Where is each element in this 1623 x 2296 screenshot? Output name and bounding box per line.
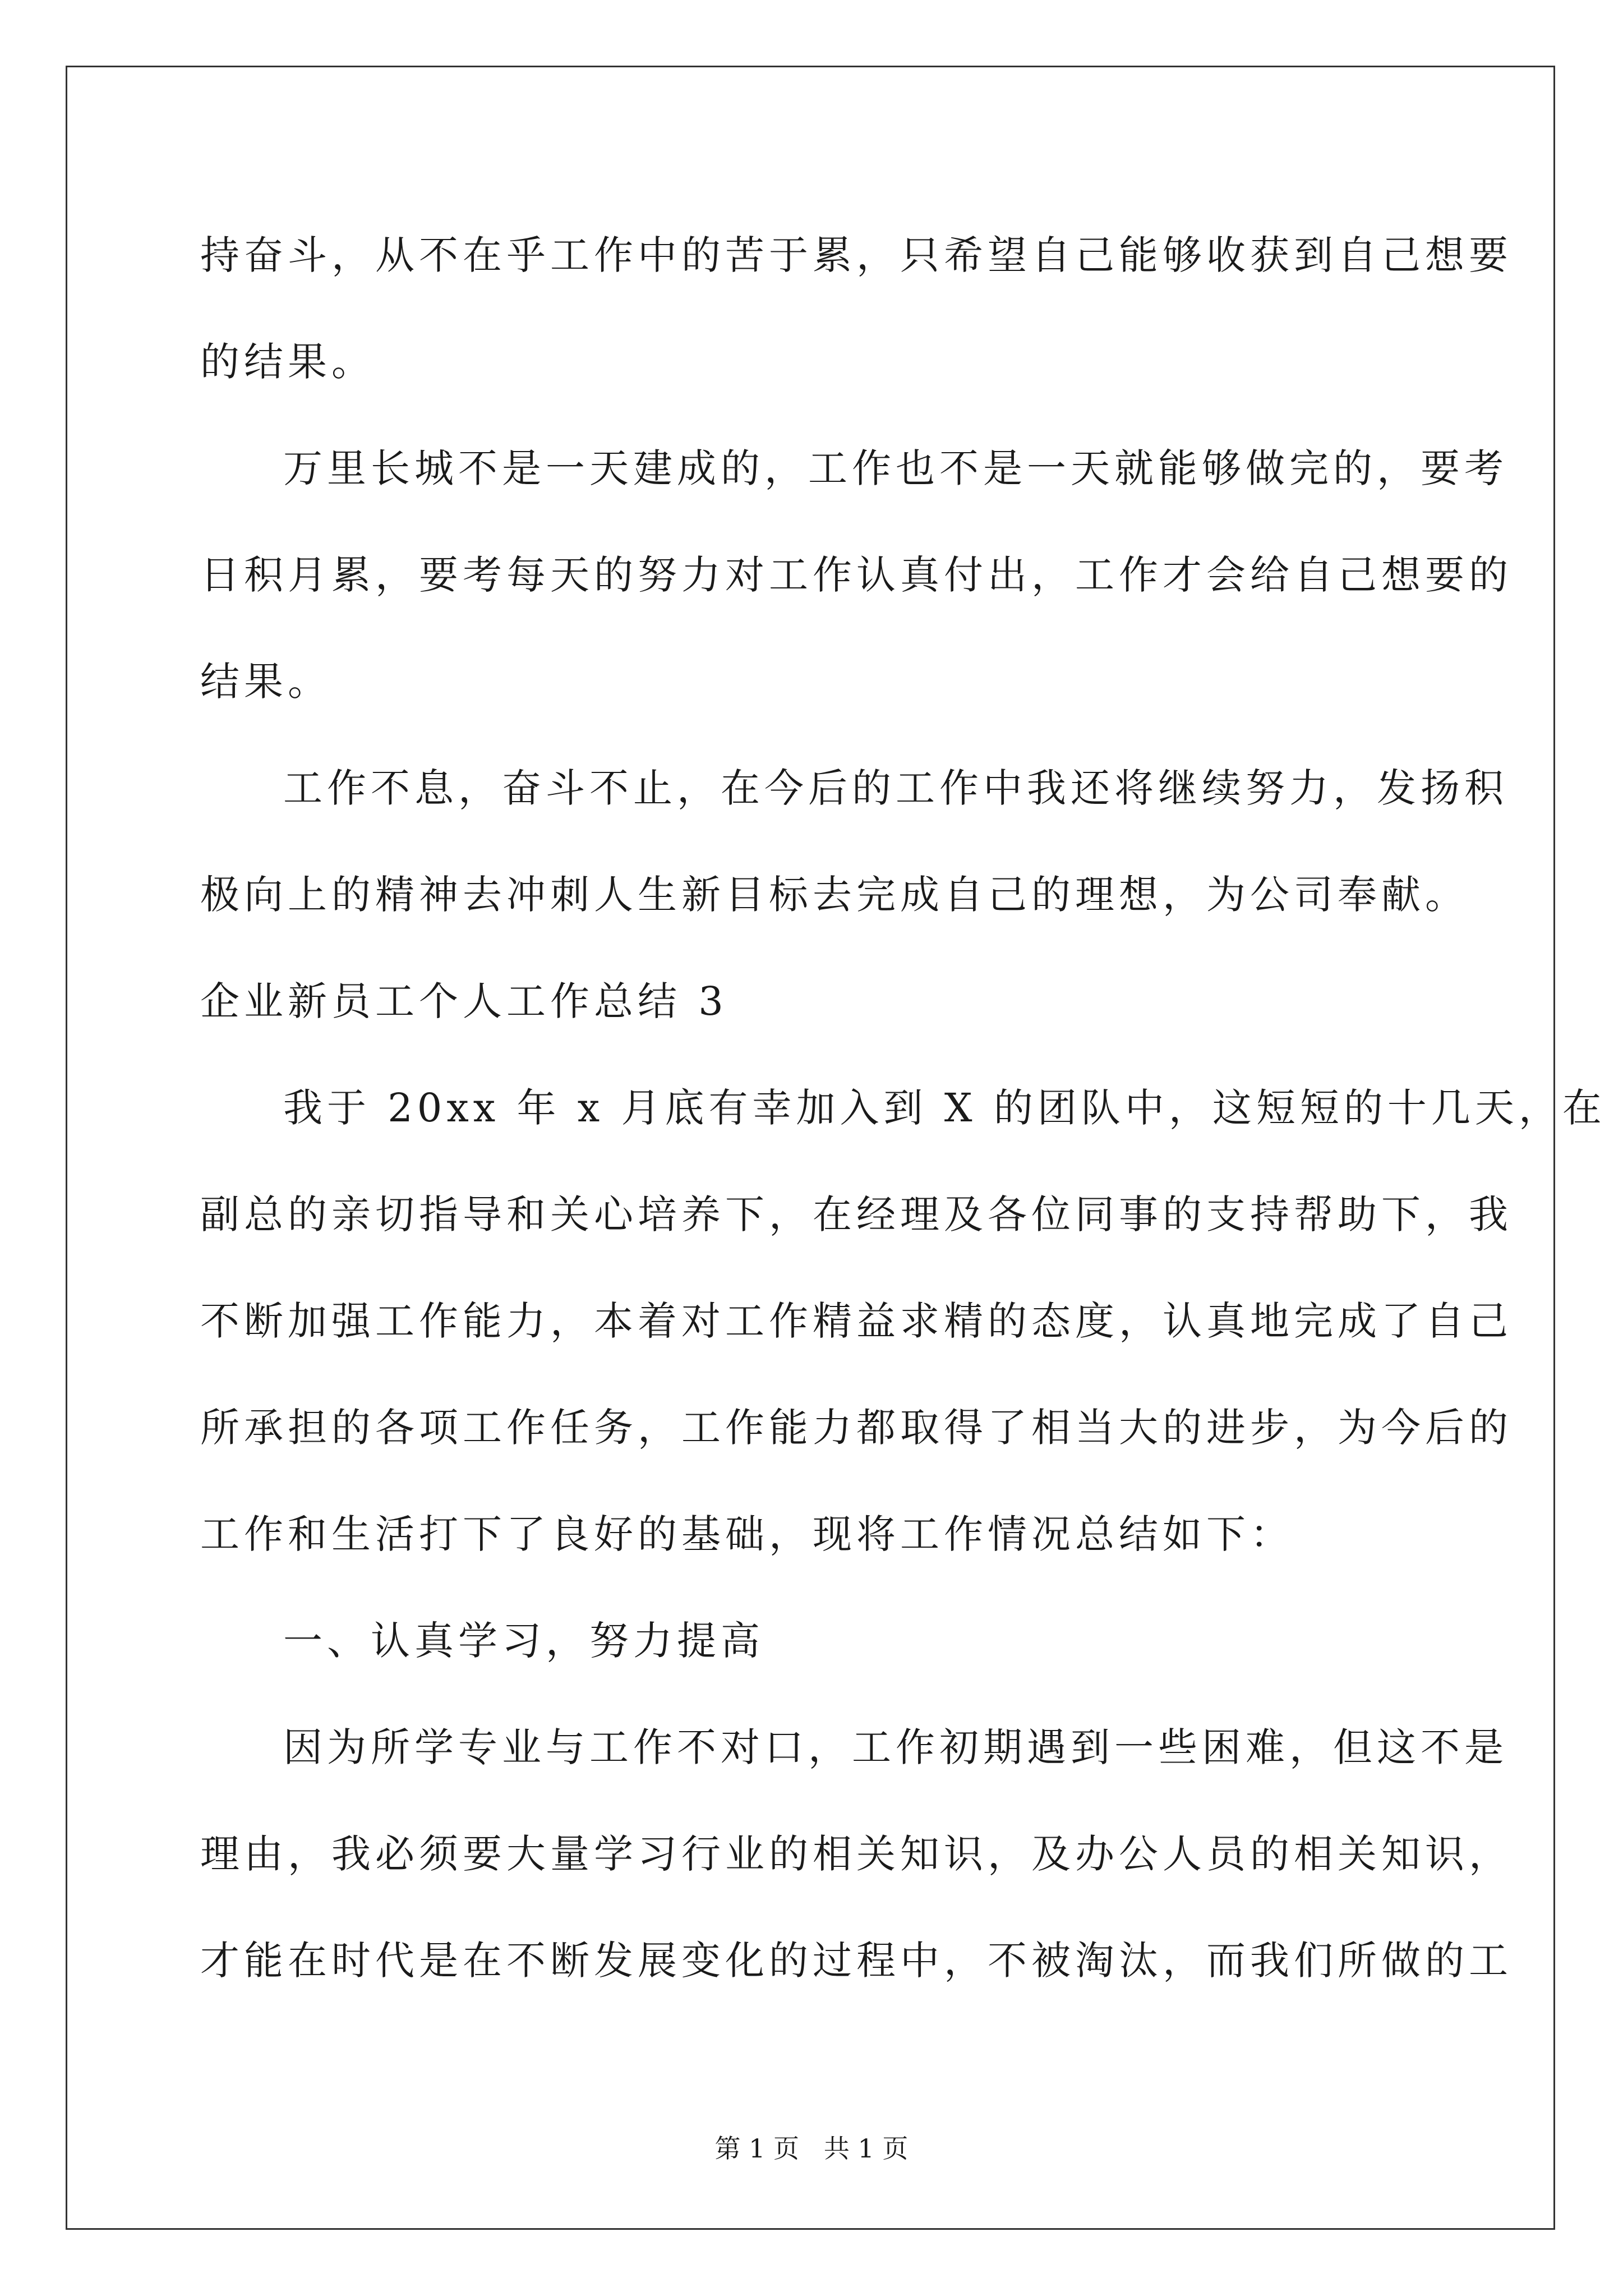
paragraph-line: 持奋斗，从不在乎工作中的苦于累，只希望自己能够收获到自己想要: [200, 232, 1513, 278]
paragraph-line: 万里长城不是一天建成的，工作也不是一天就能够做完的，要考: [283, 445, 1508, 491]
paragraph-line: 理由，我必须要大量学习行业的相关知识，及办公人员的相关知识，: [200, 1831, 1513, 1877]
paragraph-line: 不断加强工作能力，本着对工作精益求精的态度，认真地完成了自己: [200, 1298, 1513, 1344]
document-body: [200, 202, 1606, 2014]
subheading: 一、认真学习，努力提高: [283, 1618, 764, 1664]
paragraph-line: 日积月累，要考每天的努力对工作认真付出，工作才会给自己想要的: [200, 552, 1513, 598]
paragraph-line: 因为所学专业与工作不对口，工作初期遇到一些困难，但这不是: [283, 1724, 1508, 1770]
paragraph-line: 极向上的精神去冲刺人生新目标去完成自己的理想，为公司奉献。: [200, 872, 1469, 918]
page-number-footer: 第 1 页 共 1 页: [714, 2133, 909, 2164]
paragraph-line: 工作和生活打下了良好的基础，现将工作情况总结如下：: [200, 1511, 1294, 1557]
paragraph-line: 工作不息，奋斗不止，在今后的工作中我还将继续努力，发扬积: [283, 765, 1508, 811]
paragraph-line: 我于 20xx 年 x 月底有幸加入到 X 的团队中，这短短的十几天，在: [283, 1085, 1606, 1131]
paragraph-line: 的结果。: [200, 339, 375, 385]
section-heading: 企业新员工个人工作总结 3: [200, 978, 728, 1024]
paragraph-line: 所承担的各项工作任务，工作能力都取得了相当大的进步，为今后的: [200, 1405, 1513, 1451]
paragraph-line: 才能在时代是在不断发展变化的过程中，不被淘汰，而我们所做的工: [200, 1938, 1513, 1984]
paragraph-line: 副总的亲切指导和关心培养下，在经理及各位同事的支持帮助下，我: [200, 1191, 1513, 1237]
paragraph-line: 结果。: [200, 659, 331, 705]
